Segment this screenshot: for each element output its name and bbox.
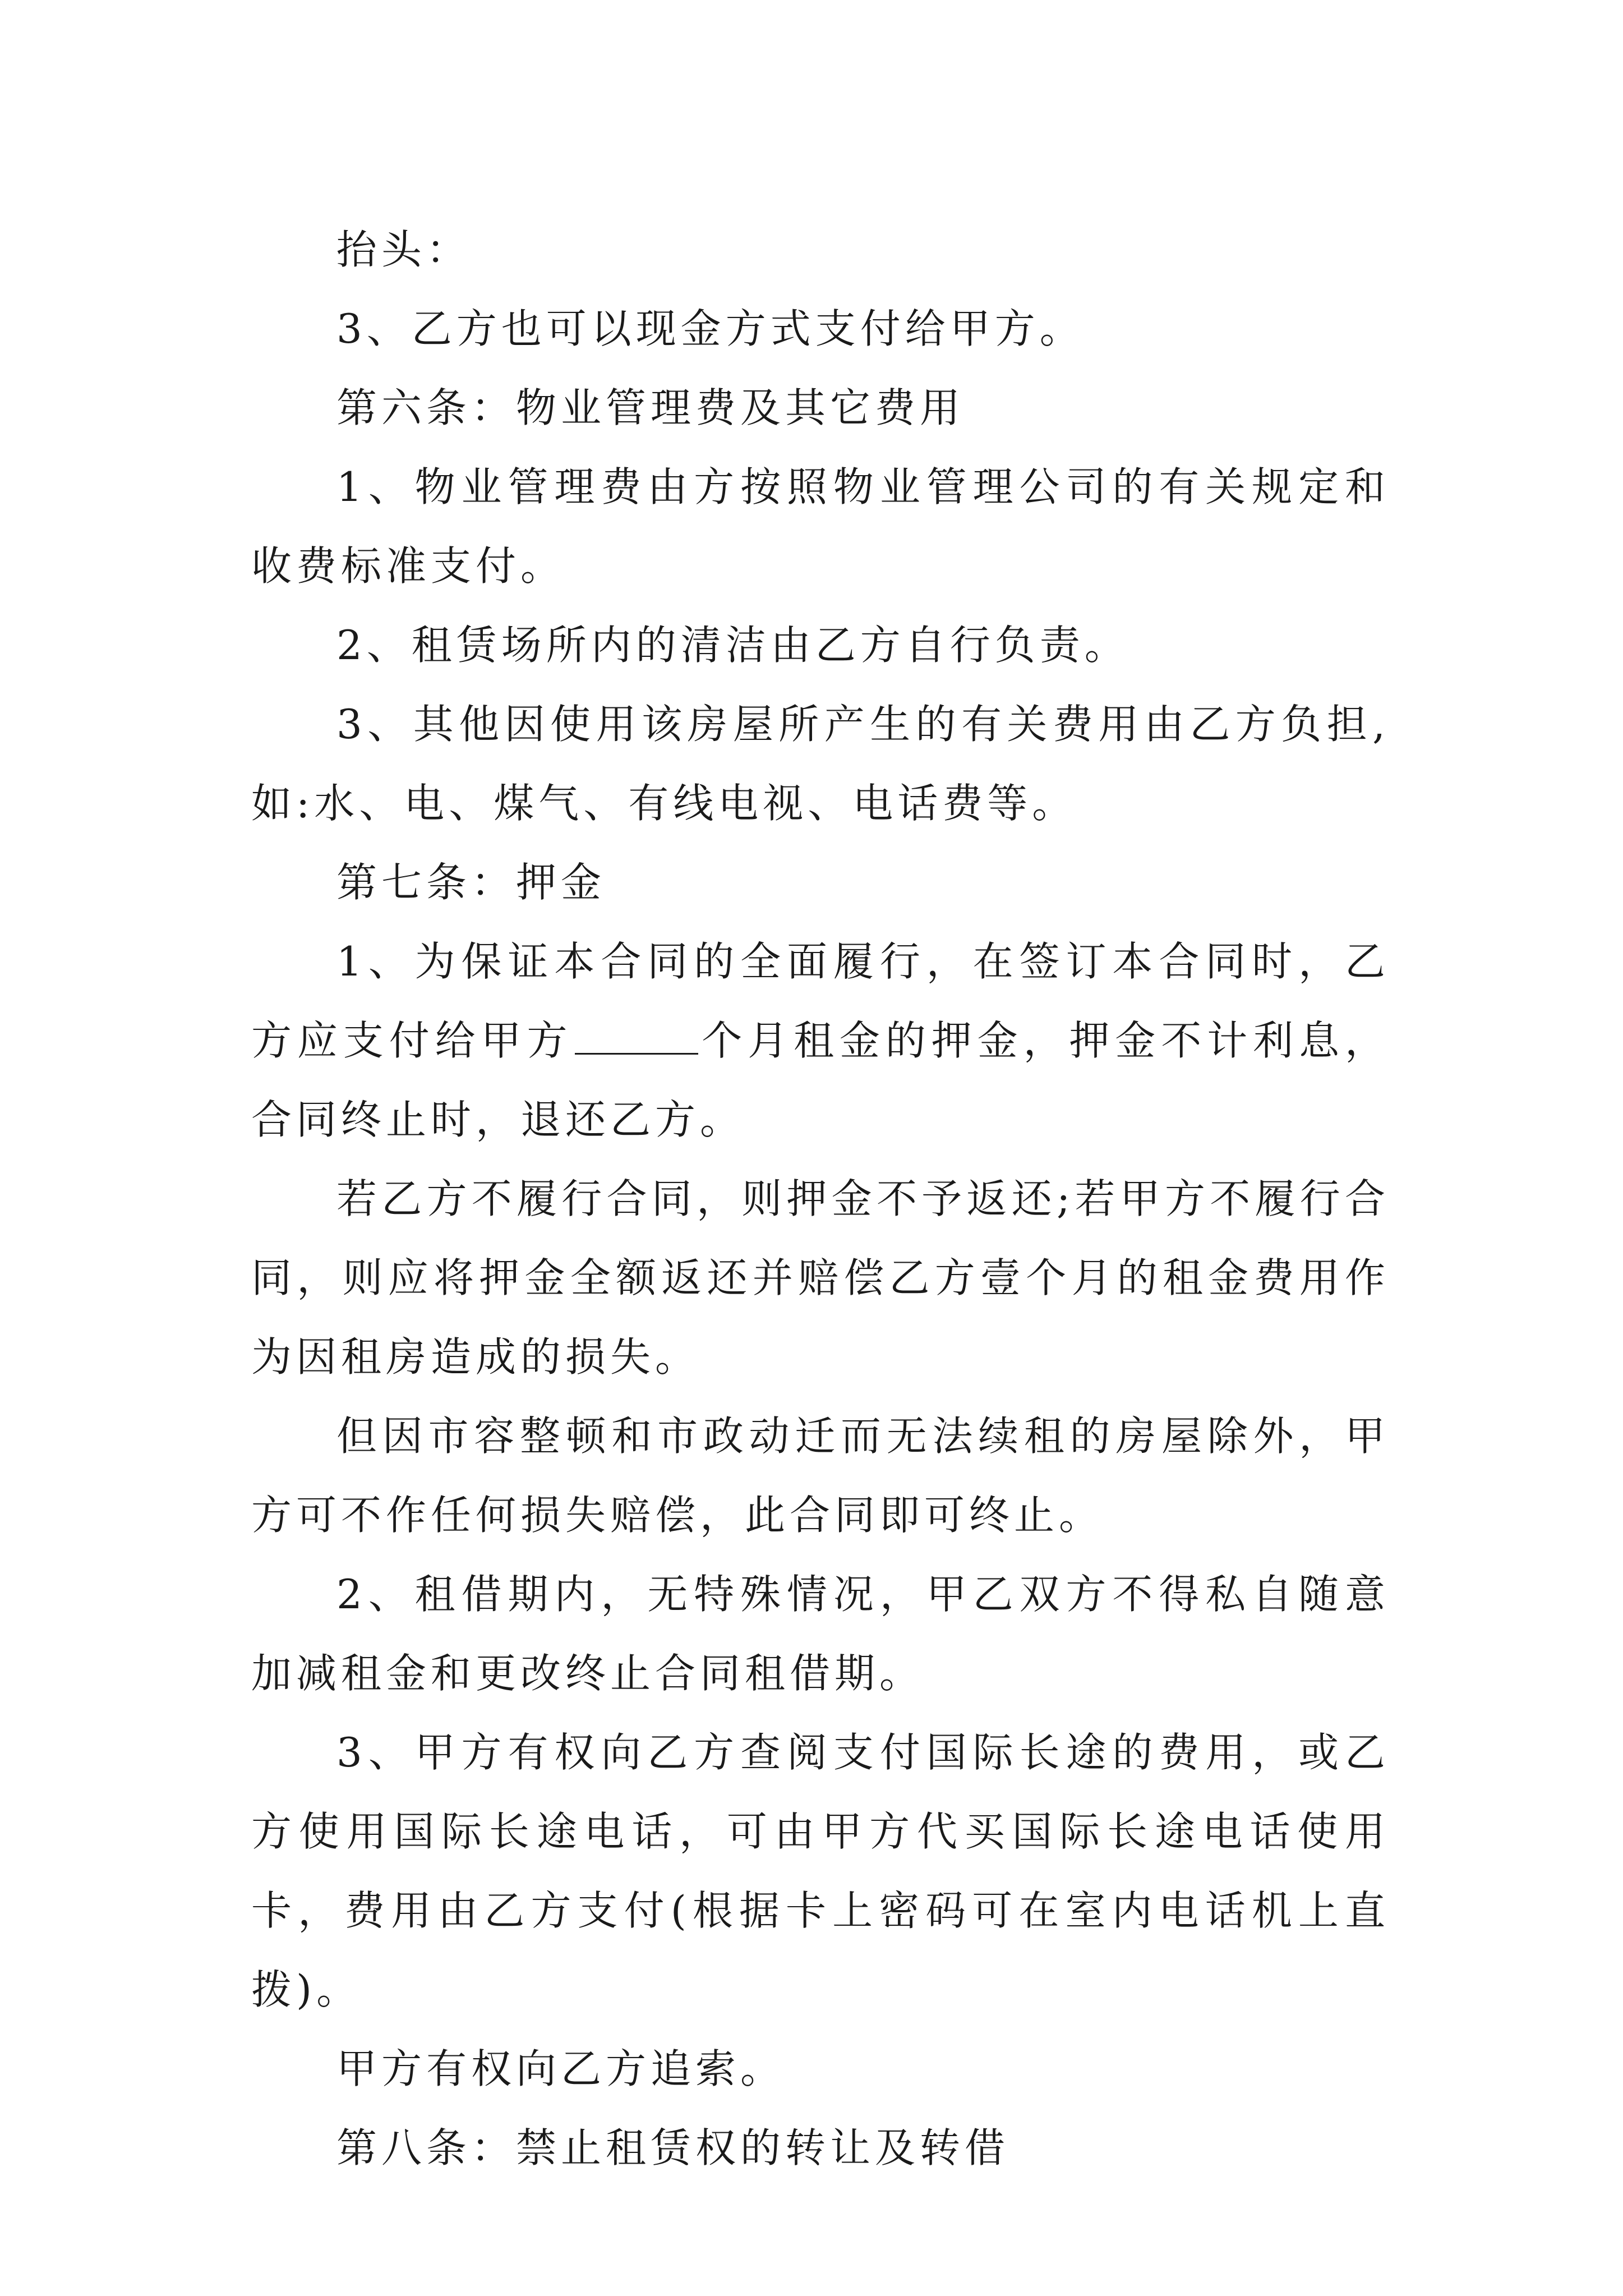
paragraph-recourse: 甲方有权向乙方追索。 [336,2045,786,2092]
deposit-text-after: 个月租金的押金，押金不计利息，合同终止时，退还乙方。 [251,1017,1390,1143]
article-7-title: 第七条：押金 [336,859,606,906]
paragraph-exception: 但因市容整顿和市政动迁而无法续租的房屋除外，甲方可不作任何损失赔偿，此合同即可终止。 [251,1412,1390,1539]
paragraph-deposit [251,922,1390,1159]
paragraph-property-fee: 1、物业管理费由方按照物业管理公司的有关规定和收费标准支付。 [251,463,1390,590]
paragraph-other-fees: 3、其他因使用该房屋所产生的有关费用由乙方负担,如:水、电、煤气、有线电视、电话费等。 [251,701,1390,827]
article-6-title: 第六条：物业管理费及其它费用 [336,384,965,431]
deposit-text-before: 1、为保证本合同的全面履行，在签订本合同时，乙方应支付给甲方 [251,938,1390,1064]
article-8-title: 第八条：禁止租赁权的转让及转借 [336,2124,1010,2171]
paragraph-cash-payment: 3、乙方也可以现金方式支付给甲方。 [336,305,1085,352]
paragraph-deposit-breach: 若乙方不履行合同，则押金不予返还;若甲方不履行合同，则应将押金全额返还并赔偿乙方壹个月的租金费用作为因租房造成的损失。 [251,1175,1390,1381]
paragraph-heading-note: 抬头： [336,226,472,273]
document-body [251,210,1390,2188]
paragraph-international-calls: 3、甲方有权向乙方查阅支付国际长途的费用，或乙方使用国际长途电话，可由甲方代买国际长途电话使用卡，费用由乙方支付(根据卡上密码可在室内电话机上直拨)。 [251,1729,1390,2013]
paragraph-cleaning: 2、租赁场所内的清洁由乙方自行负责。 [336,622,1129,669]
paragraph-rent-adjustment: 2、租借期内，无特殊情况，甲乙双方不得私自随意加减租金和更改终止合同租借期。 [251,1571,1390,1697]
deposit-months-blank [575,1018,698,1055]
